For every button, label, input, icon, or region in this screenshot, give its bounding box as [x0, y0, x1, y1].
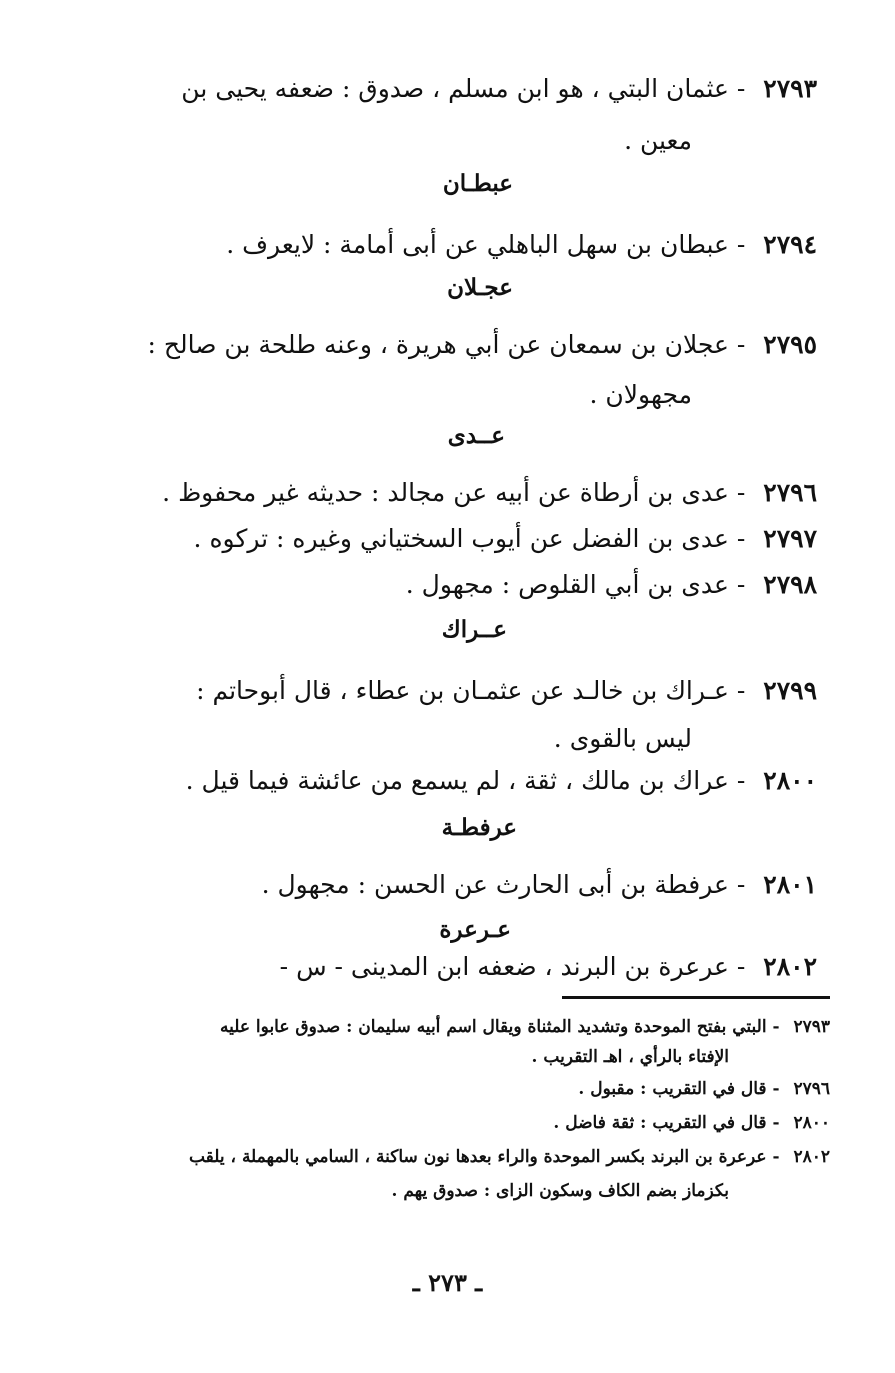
entry-text: عثمان البتي ، هو ابن مسلم ، صدوق : ضعفه يحيى بن	[181, 74, 729, 103]
entry-text: عدى بن أرطاة عن أبيه عن مجالد : حديثه غير محفوظ .	[162, 478, 729, 507]
entry-number: ٢٨٠١	[763, 870, 817, 899]
section-heading: عـرعرة	[439, 916, 511, 943]
entry-text: عراك بن مالك ، ثقة ، لم يسمع من عائشة فيما قيل .	[185, 766, 729, 795]
entry-number: ٢٧٩٤	[763, 230, 817, 259]
section-heading: عــراك	[441, 616, 507, 643]
footnote-text: قال في التقريب : مقبول .	[578, 1079, 767, 1099]
entry-text: عرعرة بن البرند ، ضعفه ابن المدينى - س -	[279, 952, 729, 981]
entry-2797	[194, 522, 817, 556]
entry-number: ٢٧٩٦	[763, 478, 817, 507]
entry-separator: -	[736, 870, 746, 899]
entry-text: مجهولان .	[589, 380, 692, 409]
entry-2793	[181, 72, 817, 106]
footnote-text: الإفتاء بالرأي ، اهـ التقريب .	[531, 1047, 729, 1067]
footnote-text: البتي بفتح الموحدة وتشديد المثناة ويقال اسم أبيه سليمان : صدوق عابوا عليه	[220, 1017, 767, 1037]
entry-text: عـراك بن خالـد عن عثمـان بن عطاء ، قال أبوحاتم :	[196, 676, 729, 705]
section-heading: عجـلان	[447, 274, 513, 301]
footnote-number: ٢٨٠٢	[793, 1147, 830, 1167]
footnote-2796	[578, 1076, 830, 1102]
section-heading: عبطـان	[442, 170, 513, 197]
footnote-separator: -	[772, 1017, 780, 1037]
footnote-divider	[562, 996, 830, 999]
entry-text: عدى بن أبي القلوص : مجهول .	[405, 570, 729, 599]
entry-text: عبطان بن سهل الباهلي عن أبى أمامة : لايعرف .	[226, 230, 729, 259]
entry-text: عرفطة بن أبى الحارث عن الحسن : مجهول .	[261, 870, 729, 899]
entry-number: ٢٧٩٥	[763, 330, 817, 359]
entry-2800	[186, 764, 817, 798]
entry-text: معين .	[624, 126, 692, 155]
section-heading: عرفطـة	[441, 814, 517, 841]
entry-separator: -	[736, 952, 746, 981]
entry-2794	[226, 228, 817, 262]
footnote-text: قال في التقريب : ثقة فاضل .	[553, 1113, 767, 1133]
entry-2798	[406, 568, 817, 602]
entry-separator: -	[736, 524, 746, 553]
page-number: ـ ٢٧٣ ـ	[412, 1268, 483, 1297]
entry-2795	[148, 328, 818, 362]
entry-2799-continuation	[554, 722, 692, 756]
entry-separator: -	[736, 330, 746, 359]
entry-separator: -	[736, 478, 746, 507]
footnote-2800	[553, 1110, 830, 1136]
footnote-2802-continuation	[392, 1178, 729, 1204]
entry-2801	[262, 868, 817, 902]
footnote-2802	[189, 1144, 830, 1170]
entry-2793-continuation	[624, 124, 692, 158]
footnote-text: بكزماز بضم الكاف وسكون الزاى : صدوق يهم .	[391, 1181, 729, 1201]
entry-number: ٢٨٠٠	[763, 766, 817, 795]
entry-text: عدى بن الفضل عن أيوب السختياني وغيره : تركوه .	[193, 524, 729, 553]
entry-text: ليس بالقوى .	[553, 724, 692, 753]
footnote-text: عرعرة بن البرند بكسر الموحدة والراء بعدها نون ساكنة ، السامي بالمهملة ، يلقب	[188, 1147, 767, 1167]
entry-number: ٢٧٩٩	[763, 676, 817, 705]
footnote-number: ٢٨٠٠	[793, 1113, 830, 1133]
entry-separator: -	[736, 570, 746, 599]
entry-separator: -	[736, 676, 746, 705]
entry-number: ٢٧٩٧	[763, 524, 817, 553]
entry-number: ٢٧٩٨	[763, 570, 817, 599]
entry-separator: -	[736, 74, 746, 103]
footnote-separator: -	[772, 1079, 780, 1099]
entry-2799	[196, 674, 817, 708]
footnote-2793-continuation	[532, 1044, 729, 1070]
footnote-separator: -	[772, 1147, 780, 1167]
entry-2795-continuation	[590, 378, 692, 412]
entry-2802	[280, 950, 817, 984]
entry-separator: -	[736, 230, 746, 259]
entry-text: عجلان بن سمعان عن أبي هريرة ، وعنه طلحة بن صالح :	[147, 330, 729, 359]
footnote-number: ٢٧٩٦	[793, 1079, 830, 1099]
section-heading: عــدى	[447, 422, 505, 449]
entry-separator: -	[736, 766, 746, 795]
entry-number: ٢٧٩٣	[763, 74, 817, 103]
footnote-separator: -	[772, 1113, 780, 1133]
footnote-number: ٢٧٩٣	[793, 1017, 830, 1037]
entry-number: ٢٨٠٢	[763, 952, 817, 981]
entry-2796	[162, 476, 817, 510]
footnote-2793	[220, 1014, 830, 1040]
